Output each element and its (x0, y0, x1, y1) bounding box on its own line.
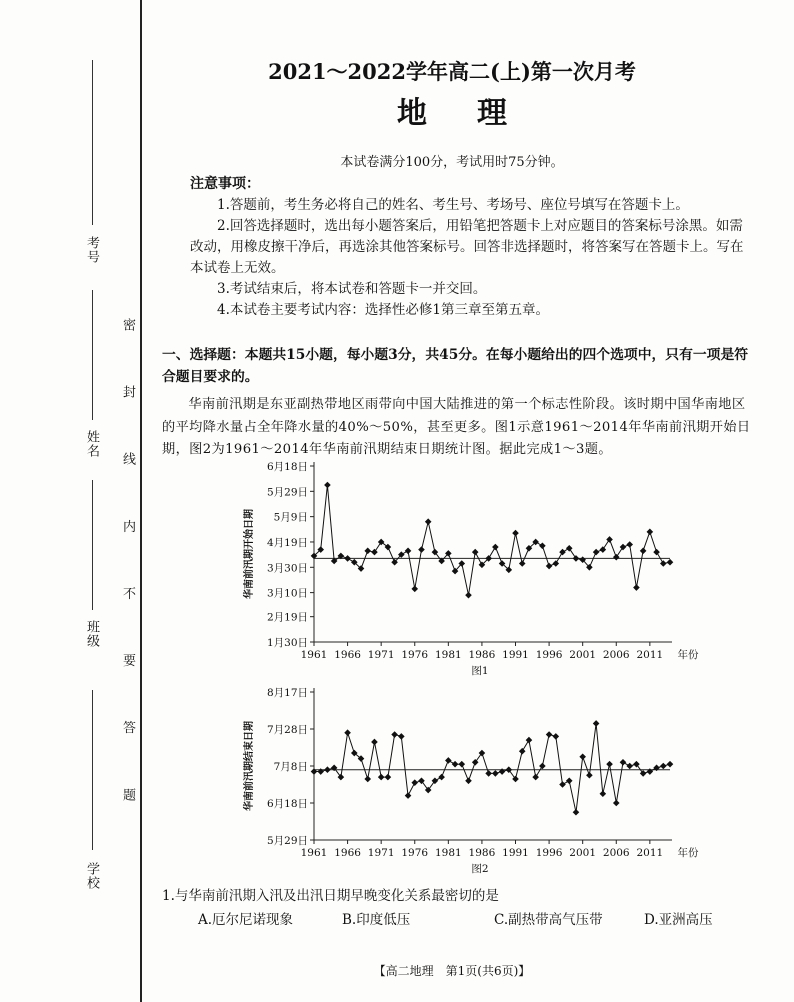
exam-number-label: 考号 (84, 236, 99, 264)
data-point (411, 779, 418, 786)
plot-area (242, 687, 699, 875)
x-tick-label: 1961 (300, 649, 328, 661)
x-tick-label: 2011 (636, 847, 664, 859)
y-tick-label: 8月17日 (266, 687, 308, 699)
name-label: 姓名 (84, 430, 99, 458)
data-point (553, 733, 560, 740)
binding-margin (0, 0, 148, 1002)
x-tick-label: 1991 (502, 847, 529, 859)
data-point (620, 544, 627, 551)
x-tick-label: 1971 (367, 649, 395, 661)
y-tick-label: 3月10日 (266, 587, 308, 600)
chart-caption: 图1 (471, 665, 489, 677)
data-point (640, 548, 647, 555)
data-point (573, 809, 580, 816)
note-item: 3.考试结束后，将本试卷和答题卡一并交回。 (217, 281, 487, 297)
data-point (613, 800, 620, 807)
y-tick-label: 5月29日 (266, 835, 308, 847)
data-point (438, 774, 445, 781)
data-point (364, 776, 371, 783)
page-footer: 【高二地理 第1页(共6页)】 (373, 964, 531, 978)
option-c[interactable]: C.副热带高气压带 (494, 912, 603, 928)
data-point (660, 560, 667, 567)
data-point (344, 729, 351, 736)
school-blank[interactable] (92, 690, 93, 850)
data-point (606, 761, 613, 768)
data-point (398, 733, 405, 740)
x-tick-label: 1981 (434, 847, 462, 859)
data-point (418, 546, 425, 553)
x-tick-label: 1986 (468, 847, 496, 859)
data-point (485, 770, 492, 777)
data-point (519, 560, 526, 567)
x-tick-label: 2006 (602, 847, 630, 859)
data-point (405, 548, 412, 555)
chart-figure-2 (230, 682, 710, 882)
x-tick-label: 1961 (300, 847, 328, 859)
y-tick-label: 2月19日 (266, 611, 308, 624)
y-tick-label: 7月8日 (273, 761, 308, 773)
passage-text: 华南前汛期是东亚副热带地区雨带向中国大陆推进的第一个标志性阶段。该时期中国华南地区的平均降水量占全年降水量的40%～50%，甚至更多。图1示意1961～2014年华南前汛期开始日期，图2为1961～2014年华南前汛期结束日期统计图。据此完成1～3题。 (162, 397, 751, 458)
x-tick-label: 1976 (401, 847, 429, 859)
data-point (660, 763, 667, 770)
exam-number-blank[interactable] (92, 60, 93, 225)
data-point (566, 778, 573, 785)
section-heading: 一、选择题：本题共15小题，每小题3分，共45分。在每小题给出的四个选项中，只有一项是符合题目要求的。 (162, 347, 749, 385)
note-item: 4.本试卷主要考试内容：选择性必修1第三章至第五章。 (217, 302, 549, 318)
data-point (606, 536, 613, 543)
data-point (539, 542, 546, 549)
x-axis-label: 年份 (677, 649, 699, 661)
y-tick-label: 4月19日 (266, 536, 308, 549)
data-point (667, 761, 674, 768)
data-point (324, 766, 331, 773)
y-tick-label: 5月9日 (273, 511, 308, 524)
data-point (600, 546, 607, 553)
y-tick-label: 7月28日 (266, 724, 308, 736)
x-tick-label: 1986 (468, 649, 496, 661)
data-point (378, 774, 385, 781)
data-point (371, 549, 378, 556)
data-point (458, 761, 465, 768)
data-point (452, 761, 459, 768)
data-point (492, 544, 499, 551)
data-point (620, 759, 627, 766)
data-point (633, 761, 640, 768)
x-tick-label: 1966 (334, 847, 361, 859)
data-point (573, 555, 580, 562)
data-point (505, 766, 512, 773)
data-point (559, 781, 566, 788)
x-tick-label: 1996 (535, 847, 563, 859)
data-point (539, 763, 546, 770)
data-point (633, 584, 640, 591)
x-tick-label: 1996 (535, 649, 563, 661)
question-1-stem: 1.与华南前汛期入汛及出汛日期早晚变化关系最密切的是 (162, 888, 499, 904)
option-d[interactable]: D.亚洲高压 (644, 912, 713, 928)
x-tick-label: 1991 (502, 649, 529, 661)
data-point (472, 549, 479, 556)
y-axis-label: 华南前汛期结束日期 (244, 721, 255, 811)
x-tick-label: 1971 (367, 847, 395, 859)
data-point (338, 774, 345, 781)
exam-title: 2021～2022学年高二(上)第一次月考 (268, 59, 636, 84)
data-point (391, 731, 398, 738)
y-tick-label: 6月18日 (266, 461, 308, 473)
exam-info: 本试卷满分100分，考试用时75分钟。 (340, 155, 564, 170)
data-point (465, 778, 472, 785)
y-tick-label: 6月18日 (266, 798, 308, 810)
data-point (519, 748, 526, 755)
data-point (465, 592, 472, 599)
data-point (553, 560, 560, 567)
notes-heading: 注意事项： (190, 176, 260, 192)
data-point (425, 787, 432, 794)
data-point (613, 554, 620, 561)
data-point (559, 549, 566, 556)
y-tick-label: 1月30日 (266, 637, 308, 649)
data-point (593, 720, 600, 727)
option-a[interactable]: A.厄尔尼诺现象 (198, 912, 294, 928)
y-axis-label: 华南前汛期开始日期 (244, 509, 255, 599)
data-point (472, 759, 479, 766)
data-point (512, 530, 519, 537)
school-label: 学校 (84, 862, 99, 890)
data-point (445, 757, 452, 764)
series-line (314, 724, 670, 813)
x-tick-label: 1976 (401, 649, 429, 661)
class-blank[interactable] (92, 480, 93, 610)
data-point (492, 770, 499, 777)
x-tick-label: 2006 (602, 649, 630, 661)
data-point (344, 555, 351, 562)
y-tick-label: 3月30日 (266, 562, 308, 575)
notes-block (190, 174, 746, 321)
data-point (411, 586, 418, 593)
data-point (579, 753, 586, 760)
plot-area (242, 461, 699, 677)
data-point (532, 774, 539, 781)
x-axis-label: 年份 (677, 847, 699, 859)
data-point (425, 518, 432, 525)
data-point (364, 548, 371, 555)
data-point (647, 529, 654, 536)
data-point (324, 482, 331, 489)
y-tick-label: 5月29日 (266, 486, 308, 499)
note-item: 2.回答选择题时，选出每小题答案后，用铅笔把答题卡上对应题目的答案标号涂黑。如需改动，用橡皮擦干净后，再选涂其他答案标号。回答非选择题时，将答案写在答题卡上。写在本试卷上无效。 (190, 218, 744, 276)
chart-figure-1 (230, 456, 710, 678)
data-point (546, 563, 553, 570)
data-point (371, 739, 378, 746)
data-point (600, 790, 607, 797)
data-point (385, 774, 392, 781)
x-tick-label: 1981 (434, 649, 462, 661)
binding-line (140, 0, 142, 1002)
data-point (626, 763, 633, 770)
option-b[interactable]: B.印度低压 (342, 912, 411, 928)
data-point (626, 541, 633, 548)
x-tick-label: 2001 (569, 847, 597, 859)
seal-line-text: 密 封 线 内 不 要 答 题 (120, 318, 135, 826)
data-point (546, 731, 553, 738)
data-point (432, 778, 439, 785)
data-point (566, 545, 573, 552)
data-point (653, 549, 660, 556)
chart-caption: 图2 (471, 863, 489, 875)
x-tick-label: 2001 (569, 649, 597, 661)
data-point (593, 549, 600, 556)
x-tick-label: 2011 (636, 649, 664, 661)
note-item: 1.答题前，考生务必将自己的姓名、考生号、考场号、座位号填写在答题卡上。 (217, 197, 689, 213)
data-point (526, 737, 533, 744)
subject-title: 地理 (397, 96, 557, 131)
class-label: 班级 (84, 620, 99, 648)
series-line (314, 485, 670, 595)
name-blank[interactable] (92, 290, 93, 420)
data-point (667, 559, 674, 566)
data-point (586, 772, 593, 779)
x-tick-label: 1966 (334, 649, 361, 661)
data-point (405, 792, 412, 799)
